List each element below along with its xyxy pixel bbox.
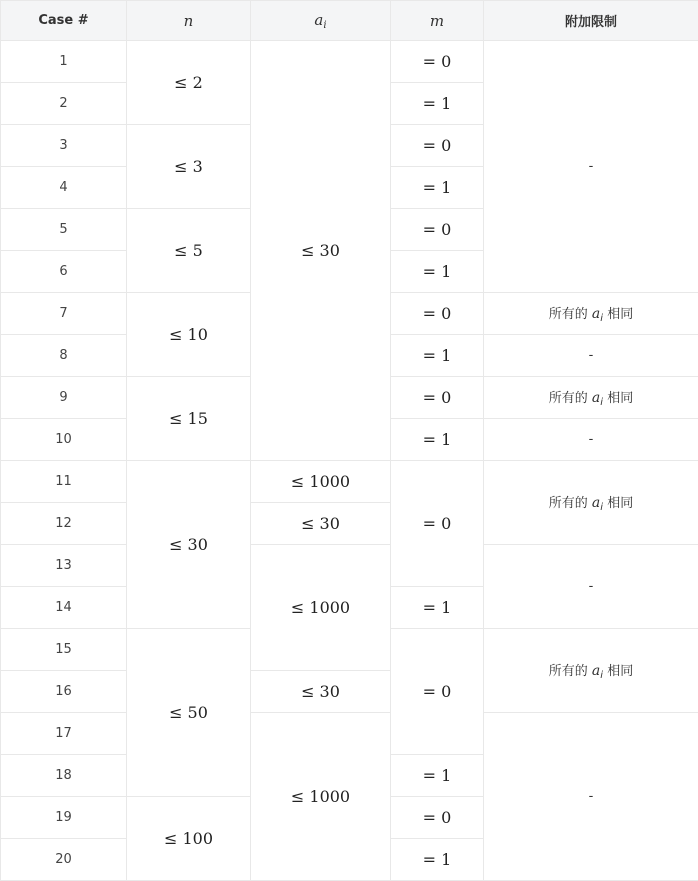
- n-limit: ≤ 50: [127, 629, 251, 797]
- extra-limit: [484, 335, 698, 377]
- table-row: [1, 41, 698, 83]
- m-value: = 0: [391, 209, 484, 251]
- extra-var: a: [592, 663, 600, 679]
- extra-limit: [484, 713, 698, 881]
- extra-prefix: -: [589, 789, 594, 804]
- n-limit: ≤ 100: [127, 797, 251, 881]
- a-limit: ≤ 1000: [251, 713, 391, 881]
- extra-suffix: 相同: [603, 391, 633, 406]
- extra-var: a: [592, 306, 600, 322]
- case-number: 20: [1, 839, 127, 881]
- a-limit: ≤ 1000: [251, 461, 391, 503]
- extra-limit: [484, 377, 698, 419]
- case-number: 10: [1, 419, 127, 461]
- m-value: = 0: [391, 377, 484, 419]
- case-number: 15: [1, 629, 127, 671]
- extra-prefix: 所有的: [549, 664, 592, 679]
- header-n: n: [127, 1, 251, 41]
- a-limit: ≤ 30: [251, 41, 391, 461]
- table-row: [1, 713, 698, 755]
- extra-prefix: 所有的: [549, 307, 592, 322]
- extra-suffix: 相同: [603, 664, 633, 679]
- case-number: 14: [1, 587, 127, 629]
- m-value: = 1: [391, 587, 484, 629]
- m-value: = 0: [391, 293, 484, 335]
- extra-prefix: -: [589, 159, 594, 174]
- n-limit: ≤ 2: [127, 41, 251, 125]
- case-number: 1: [1, 41, 127, 83]
- case-number: 12: [1, 503, 127, 545]
- header-a-base: a: [314, 11, 323, 29]
- case-number: 17: [1, 713, 127, 755]
- m-value: = 0: [391, 125, 484, 167]
- case-number: 13: [1, 545, 127, 587]
- header-row: [1, 1, 698, 41]
- extra-limit: [484, 629, 698, 713]
- n-limit: ≤ 30: [127, 461, 251, 629]
- n-limit: ≤ 5: [127, 209, 251, 293]
- n-limit: ≤ 15: [127, 377, 251, 461]
- header-a-sub: i: [323, 20, 326, 31]
- case-number: 16: [1, 671, 127, 713]
- extra-prefix: -: [589, 348, 594, 363]
- extra-sub: i: [600, 397, 603, 408]
- n-limit: ≤ 3: [127, 125, 251, 209]
- case-number: 5: [1, 209, 127, 251]
- case-number: 4: [1, 167, 127, 209]
- extra-sub: i: [600, 313, 603, 324]
- m-value: = 1: [391, 251, 484, 293]
- extra-limit: [484, 41, 698, 293]
- a-limit: ≤ 30: [251, 671, 391, 713]
- table-row: [1, 545, 698, 587]
- m-value: = 0: [391, 797, 484, 839]
- header-case: Case #: [1, 1, 127, 41]
- header-extra: 附加限制: [484, 1, 698, 41]
- m-value: = 1: [391, 83, 484, 125]
- extra-sub: i: [600, 502, 603, 513]
- case-number: 19: [1, 797, 127, 839]
- m-value: = 1: [391, 167, 484, 209]
- case-number: 18: [1, 755, 127, 797]
- m-value: = 1: [391, 755, 484, 797]
- extra-limit: [484, 419, 698, 461]
- extra-prefix: -: [589, 579, 594, 594]
- extra-limit: [484, 545, 698, 629]
- case-number: 8: [1, 335, 127, 377]
- extra-limit: [484, 461, 698, 545]
- extra-limit: [484, 293, 698, 335]
- extra-prefix: 所有的: [549, 391, 592, 406]
- extra-sub: i: [600, 670, 603, 681]
- m-value: = 0: [391, 461, 484, 587]
- case-number: 9: [1, 377, 127, 419]
- m-value: = 0: [391, 629, 484, 755]
- m-value: = 1: [391, 839, 484, 881]
- n-limit: ≤ 10: [127, 293, 251, 377]
- header-m: m: [391, 1, 484, 41]
- extra-var: a: [592, 390, 600, 406]
- m-value: = 1: [391, 419, 484, 461]
- case-number: 6: [1, 251, 127, 293]
- a-limit: ≤ 1000: [251, 545, 391, 671]
- extra-var: a: [592, 495, 600, 511]
- header-a: [251, 1, 391, 41]
- m-value: = 1: [391, 335, 484, 377]
- case-number: 7: [1, 293, 127, 335]
- extra-suffix: 相同: [603, 307, 633, 322]
- case-number: 3: [1, 125, 127, 167]
- table-row: [1, 461, 698, 503]
- extra-prefix: 所有的: [549, 496, 592, 511]
- extra-suffix: 相同: [603, 496, 633, 511]
- extra-prefix: -: [589, 432, 594, 447]
- m-value: = 0: [391, 41, 484, 83]
- case-number: 2: [1, 83, 127, 125]
- case-number: 11: [1, 461, 127, 503]
- a-limit: ≤ 30: [251, 503, 391, 545]
